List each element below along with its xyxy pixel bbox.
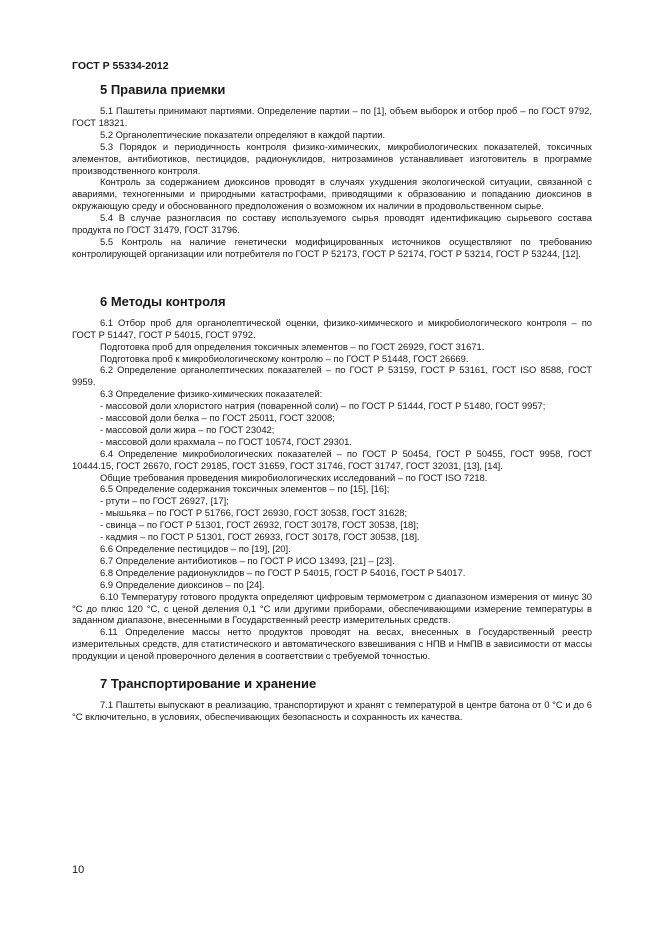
list-item-lead: - свинца – по ГОСТ Р 51301, ГОСТ 26932, ГОСТ 30178, ГОСТ 30538, [18]; bbox=[100, 519, 419, 531]
list-item-arsenic: - мышьяка – по ГОСТ Р 51766, ГОСТ 26930, ГОСТ 30538, ГОСТ 31628; bbox=[100, 507, 408, 519]
paragraph-6-4: 6.4 Определение микробиологических показателей – по ГОСТ Р 50454, ГОСТ Р 50455, ГОСТ 9958, ГОСТ 10444.15, ГОСТ 26670, ГОСТ 29185, ГОСТ 31659, ГОСТ 31746, ГОСТ 31747, ГОСТ 32031, [13], [14]. bbox=[72, 447, 592, 471]
paragraph-6-1-toxic-prep: Подготовка проб для определения токсичных элементов – по ГОСТ 26929, ГОСТ 31671. bbox=[100, 340, 485, 352]
document-page bbox=[72, 60, 592, 723]
paragraph-6-1: 6.1 Отбор проб для органолептической оценки, физико-химического и микробиологического контроля – по ГОСТ Р 51447, ГОСТ Р 54015, ГОСТ 9792. bbox=[72, 316, 592, 340]
list-item-starch: - массовой доли крахмала – по ГОСТ 10574, ГОСТ 29301. bbox=[100, 435, 352, 447]
section-7-title: 7 Транспортирование и хранение bbox=[100, 676, 317, 692]
paragraph-6-3: 6.3 Определение физико-химических показателей: bbox=[100, 388, 323, 400]
paragraph-5-4: 5.4 В случае разногласия по составу используемого сырья проводят идентификацию сырьевого состава продукта по ГОСТ 31479, ГОСТ 31796. bbox=[72, 212, 592, 236]
document-id: ГОСТ Р 55334-2012 bbox=[72, 60, 169, 72]
section-5-title: 5 Правила приемки bbox=[100, 82, 226, 97]
paragraph-6-8: 6.8 Определение радионуклидов – по ГОСТ Р 54015, ГОСТ Р 54016, ГОСТ Р 54017. bbox=[100, 566, 466, 578]
paragraph-5-2: 5.2 Органолептические показатели определяют в каждой партии. bbox=[100, 128, 386, 140]
list-item-mercury: - ртути – по ГОСТ 26927, [17]; bbox=[100, 495, 229, 507]
paragraph-7-1: 7.1 Паштеты выпускают в реализацию, транспортируют и хранят с температурой в центре батона от 0 °С и до 6 °С включительно, в условиях, обеспечивающих безопасность и сохранность их качества. bbox=[72, 699, 592, 722]
list-item-fat: - массовой доли жира – по ГОСТ 23042; bbox=[100, 423, 275, 435]
paragraph-6-7: 6.7 Определение антибиотиков – по ГОСТ Р ИСО 13493, [21] – [23]. bbox=[100, 554, 395, 566]
paragraph-6-9: 6.9 Определение диоксинов – по [24]. bbox=[100, 578, 265, 590]
list-item-salt: - массовой доли хлористого натрия (поваренной соли) – по ГОСТ Р 51444, ГОСТ Р 51480, ГОСТ 9957; bbox=[100, 400, 546, 412]
paragraph-6-6: 6.6 Определение пестицидов – по [19], [20]. bbox=[100, 543, 291, 554]
paragraph-6-11: 6.11 Определение массы нетто продуктов проводят на весах, внесенных в Государственный реестр измерительных средств, для статистического и автоматического взвешивания с НПВ и НмПВ в зависимости от массы продукции и ценой проверочного деления в соответствии с требуемой точностью. bbox=[72, 626, 592, 662]
paragraph-6-2: 6.2 Определение органолептических показателей – по ГОСТ Р 53159, ГОСТ Р 53161, ГОСТ ISO 8588, ГОСТ 9959. bbox=[72, 364, 592, 388]
page-number: 10 bbox=[72, 864, 85, 876]
paragraph-6-10: 6.10 Температуру готового продукта определяют цифровым термометром с диапазоном измерения от минус 30 °С до плюс 120 °С, с ценой деления 0,1 °С или другими приборами, обеспечивающими измерение температуры в заданном диапазоне, внесенными в Государственный реестр измерительных средств. bbox=[72, 590, 592, 626]
paragraph-6-4-general: Общие требования проведения микробиологических исследований – по ГОСТ ISO 7218. bbox=[100, 471, 488, 483]
paragraph-5-1: 5.1 Паштеты принимают партиями. Определение партии – по [1], объем выборок и отбор проб – по ГОСТ 9792, ГОСТ 18321. bbox=[72, 105, 592, 128]
paragraph-6-1-micro-prep: Подготовка проб к микробиологическому контролю – по ГОСТ Р 51448, ГОСТ 26669. bbox=[100, 352, 469, 364]
section-6-title: 6 Методы контроля bbox=[100, 293, 226, 309]
paragraph-5-5: 5.5 Контроль на наличие генетически модифицированных источников осуществляют по требованию контролирующей организации или потребителя по ГОСТ Р 52173, ГОСТ Р 52174, ГОСТ Р 53214, ГОСТ Р 53244, [12]. bbox=[72, 235, 592, 259]
paragraph-6-5: 6.5 Определение содержания токсичных элементов – по [15], [16]; bbox=[100, 483, 390, 495]
list-item-cadmium: - кадмия – по ГОСТ Р 51301, ГОСТ 26933, ГОСТ 30178, ГОСТ 30538, [18]. bbox=[100, 531, 420, 543]
paragraph-5-3: 5.3 Порядок и периодичность контроля физико-химических, микробиологических показателей, токсичных элементов, антибиотиков, пестицидов, радионуклидов, нитрозаминов устанавливает изготовитель в программе производственного контроля. bbox=[72, 140, 592, 176]
list-item-protein: - массовой доли белка – по ГОСТ 25011, ГОСТ 32008; bbox=[100, 412, 335, 424]
paragraph-5-3-dioxins: Контроль за содержанием диоксинов проводят в случаях ухудшения экологической ситуации, связанной с авариями, техногенными и природными катастрофами, приводящими к образованию и попаданию диоксинов в окружающую среду и обоснованного предположения о возможном их наличии в продовольственном сырье. bbox=[72, 176, 592, 212]
